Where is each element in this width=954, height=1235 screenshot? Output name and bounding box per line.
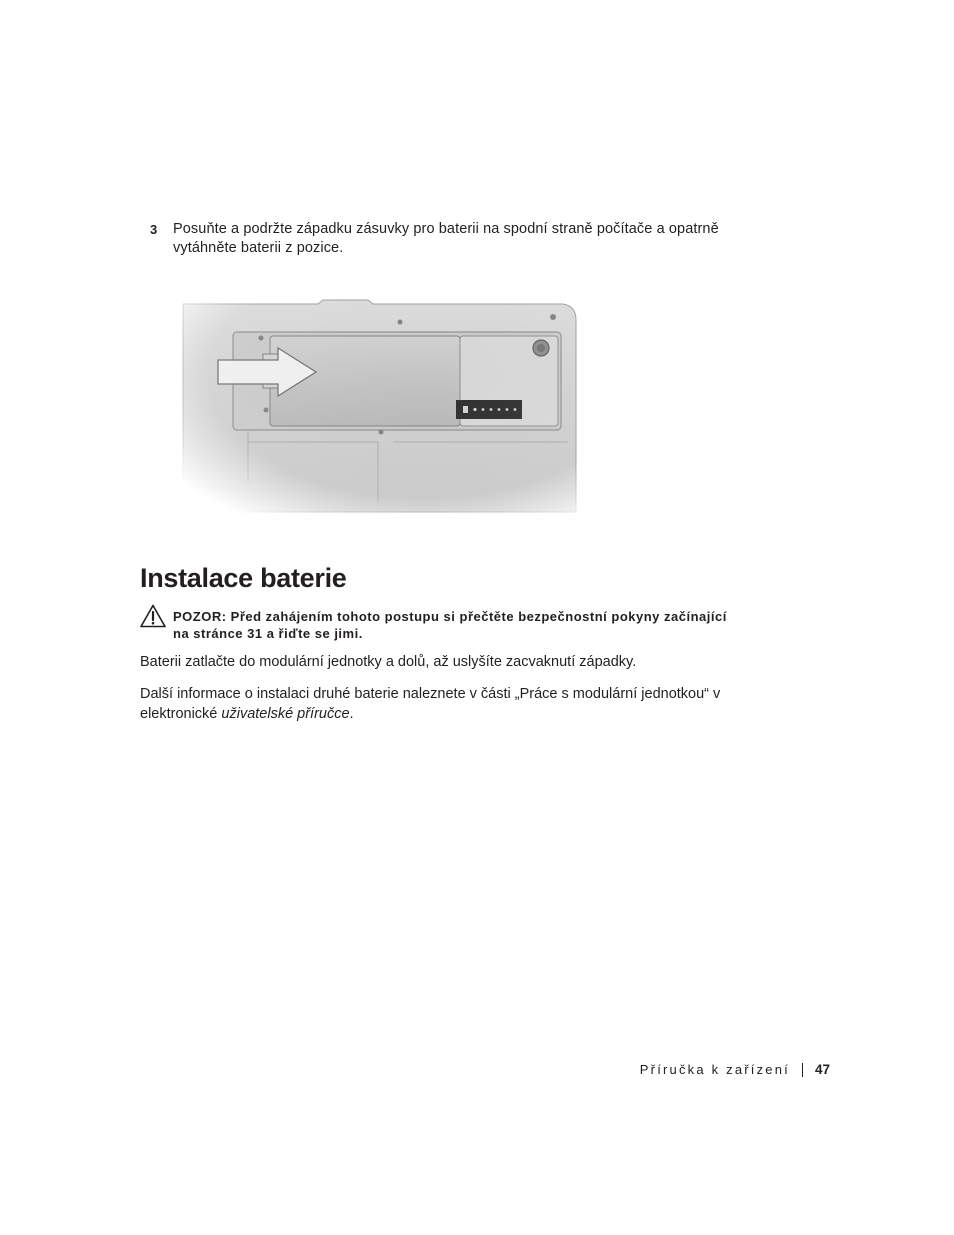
- page-number: 47: [814, 1062, 830, 1077]
- page-footer: [640, 1062, 830, 1077]
- users-guide-reference: uživatelské příručce: [221, 706, 350, 722]
- step-text: Posuňte a podržte západku zásuvky pro baterii na spodní straně počítače a opatrně vytáhněte baterii z pozice.: [173, 221, 719, 256]
- paragraph-more-info-end: .: [349, 706, 354, 722]
- step-number: 3: [150, 222, 158, 237]
- caution-text: POZOR: Před zahájením tohoto postupu si přečtěte bezpečnostní pokyny začínající na stránce 31 a řiďte se jimi.: [173, 609, 727, 641]
- paragraph-install-battery: Baterii zatlačte do modulární jednotky a dolů, až uslyšíte zacvaknutí západky.: [140, 654, 637, 670]
- warning-triangle-icon: [140, 604, 166, 628]
- paragraph-more-info-text: Další informace o instalaci druhé baterie naleznete v části „Práce s modulární jednotkou“ v elektronické: [140, 686, 721, 722]
- battery-removal-illustration: [178, 292, 588, 527]
- footer-title: Příručka k zařízení: [639, 1062, 790, 1077]
- paragraph-more-info: [140, 684, 730, 724]
- footer-divider: [802, 1063, 803, 1077]
- section-heading: Instalace baterie: [140, 563, 347, 593]
